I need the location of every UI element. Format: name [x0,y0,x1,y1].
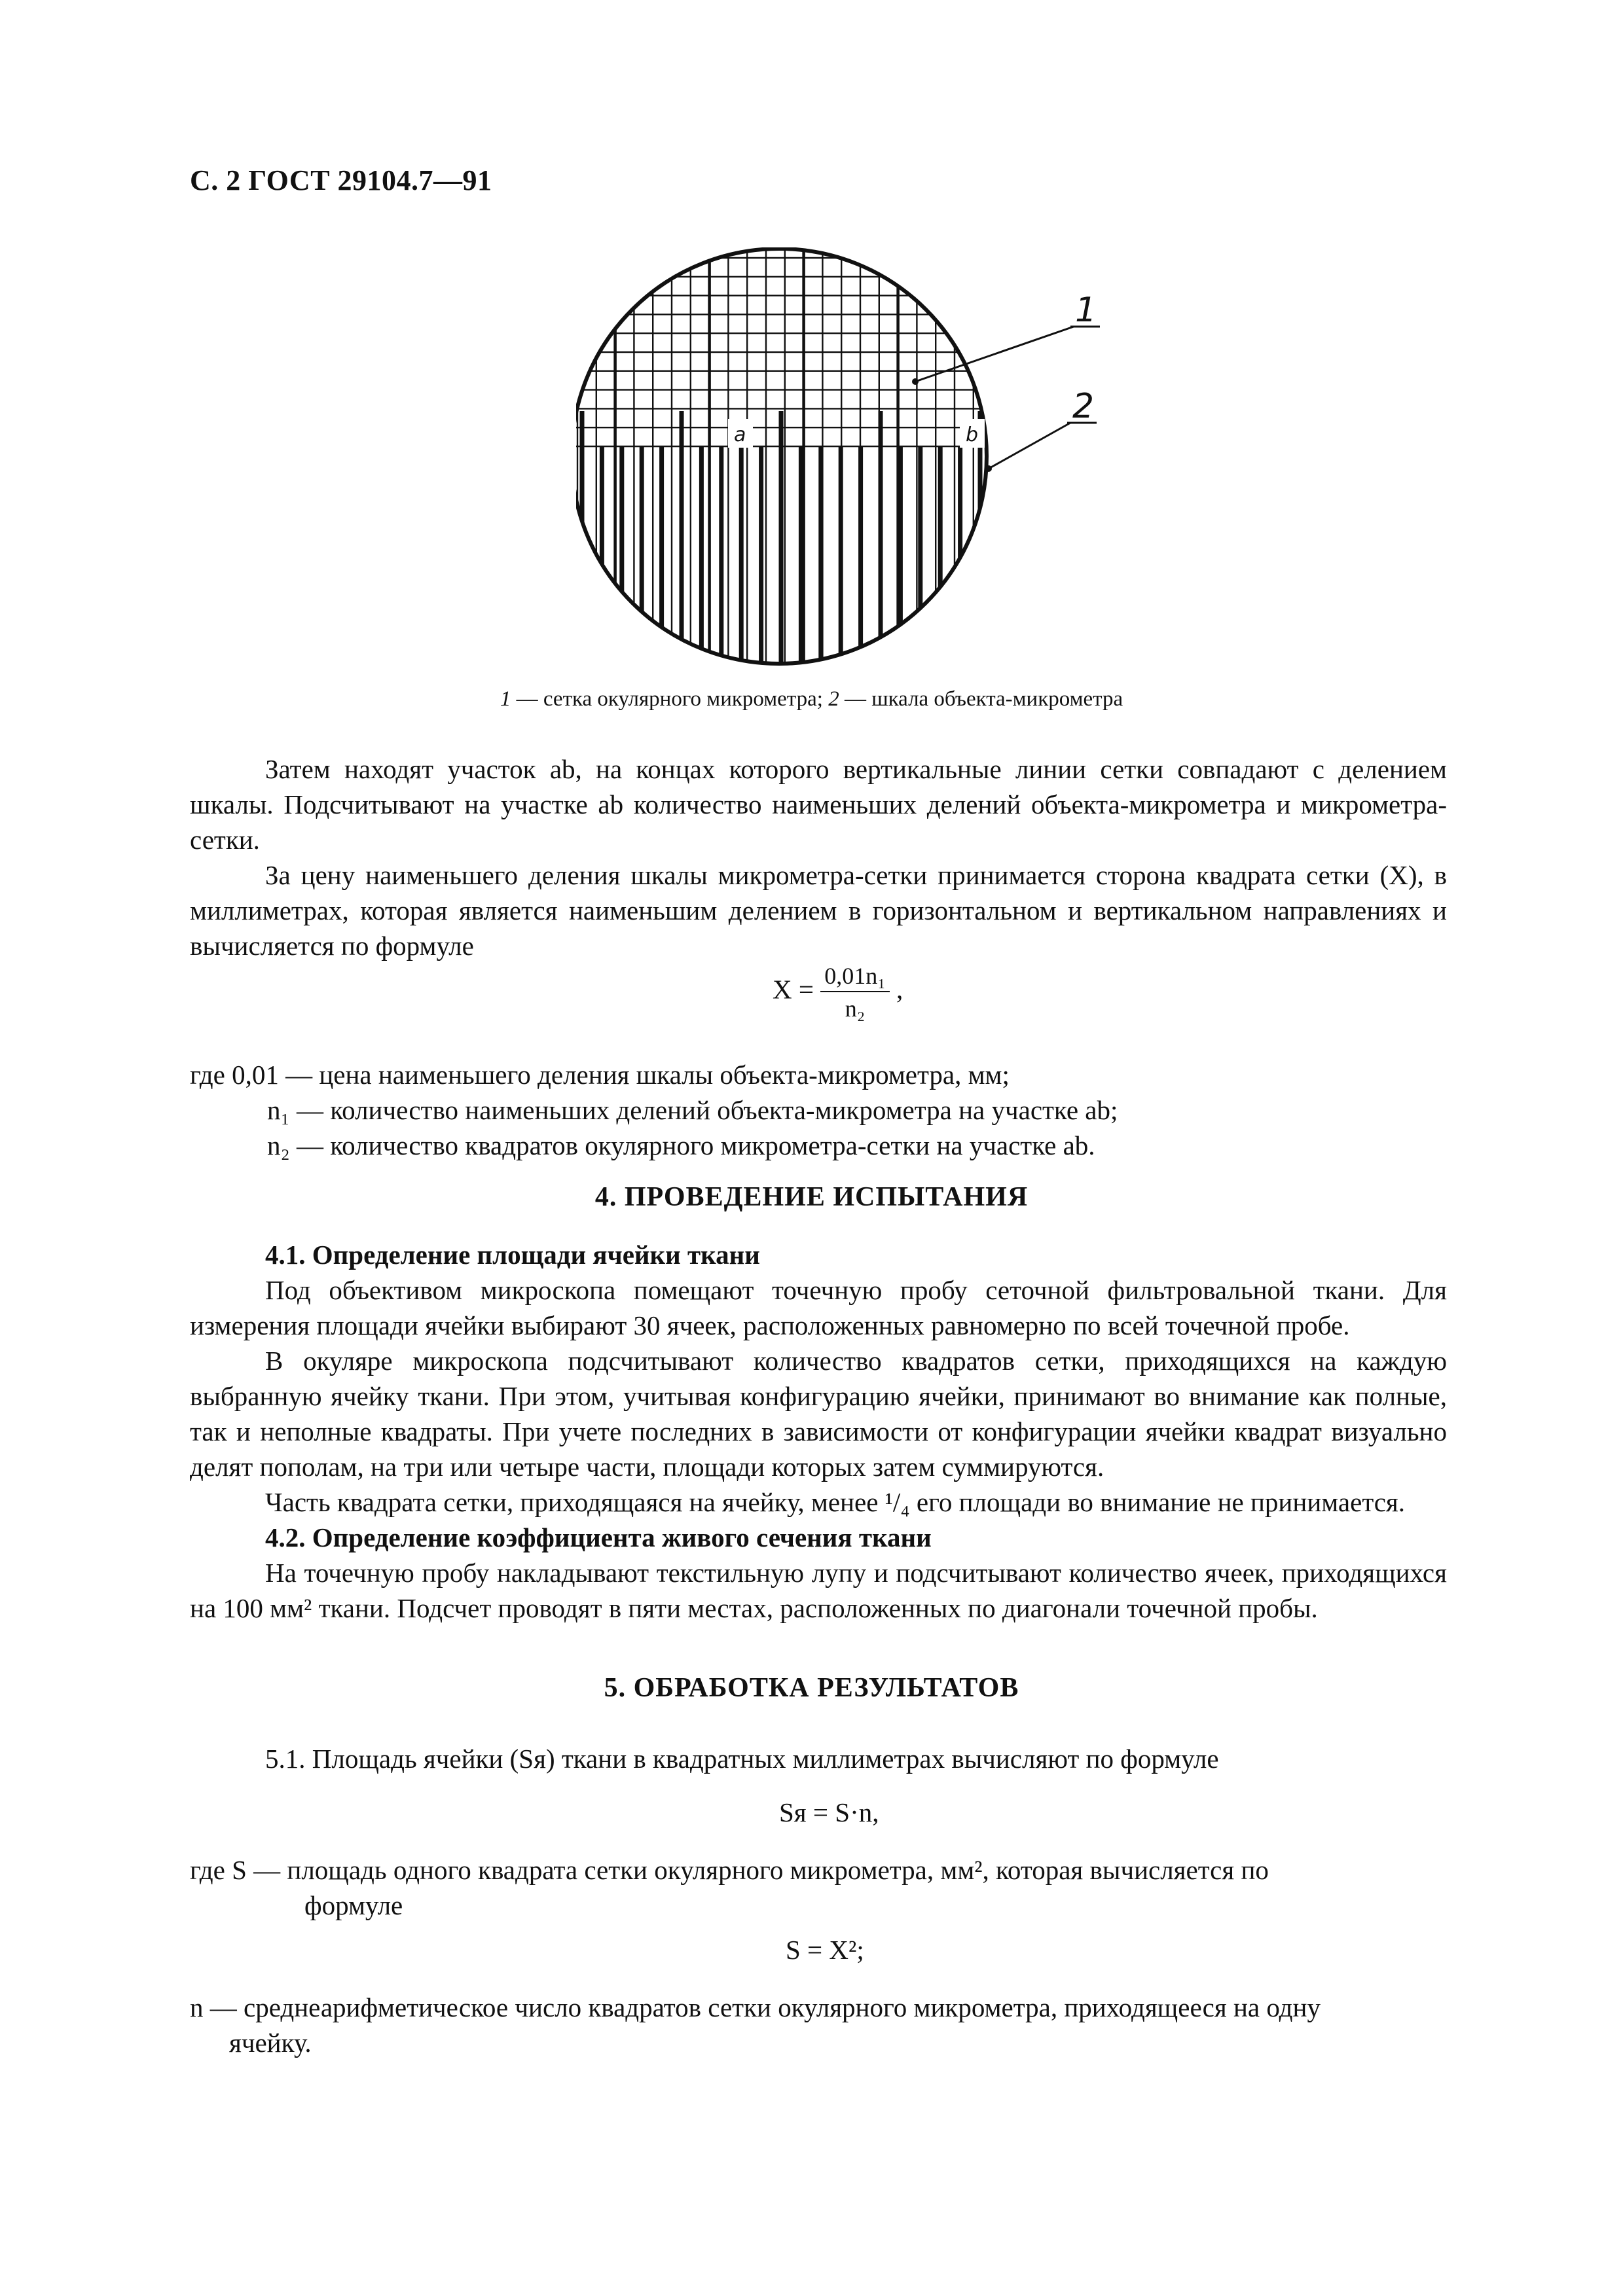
paragraph-block-1 [190,751,1447,963]
definition-s-line1: где S — площадь одного квадрата сетки окулярного микрометра, мм², которая вычисляется по [190,1855,1269,1885]
segment-label-a: a [734,423,746,446]
subsection-4-1-title: 4.1. Определение площади ячейки ткани [265,1240,760,1270]
formula-x-tail: , [896,974,903,1005]
micrometer-figure [576,247,1139,706]
paragraph-4-1-2: В окуляре микроскопа подсчитывают количество квадратов сетки, приходящихся на каждую выбранную ячейку ткани. При этом, учитывая конфигурацию ячейки, принимают во внимание как полные, так и неполные квадраты. При учете последних в зависимости от конфигурации ячейки квадрат визуально делят пополам, на три или четыре части, площади которых затем суммируются. [190,1346,1447,1482]
callout-2: 2 [1072,387,1095,426]
formula-s-definition [190,1852,1447,1923]
formula-s-cell: Sя = S·n, [779,1797,879,1827]
paragraph-4-1-3: Часть квадрата сетки, приходящаяся на ячейку, менее ¹/₄ его площади во внимание не принимается. [265,1487,1406,1517]
definition-line: n₁ — количество наименьших делений объекта-микрометра на участке ab; [267,1095,1118,1125]
formula-x-denominator: n₂ [845,996,866,1022]
section-5-body [190,1741,1447,1776]
running-header: С. 2 ГОСТ 29104.7—91 [190,164,492,196]
section-4-heading: 4. ПРОВЕДЕНИЕ ИСПЫТАНИЯ [594,1182,1029,1212]
formula-x-fraction [820,962,890,1022]
paragraph-grid-division: За цену наименьшего деления шкалы микрометра-сетки принимается сторона квадрата сетки (X), в миллиметрах, которая является наименьшим делением в горизонтальном и вертикальном направлениях и вычисляется по формуле [190,860,1447,961]
segment-label-b: b [966,423,979,446]
formula-x-numerator: 0,01n₁ [820,962,890,992]
object-scale [582,411,980,664]
caption-number-1: 1 [500,687,511,711]
leader-dot-2 [985,465,992,472]
paragraph-5-1: 5.1. Площадь ячейки (Sя) ткани в квадратных миллиметрах вычисляют по формуле [265,1744,1219,1774]
definition-n-line2: ячейку. [229,2028,312,2058]
paragraph-4-1-1: Под объективом микроскопа помещают точечную пробу сеточной фильтровальной ткани. Для измерения площади ячейки выбирают 30 ячеек, расположенных равномерно по всей точечной пробе. [190,1275,1447,1340]
callout-1: 1 [1075,291,1097,330]
caption-text-2: — шкала объекта-микрометра [839,687,1123,711]
formula-x [773,962,903,1022]
leader-dot-1 [912,378,919,385]
definition-s-line2: формуле [304,1890,403,1920]
section-4-body [190,1237,1447,1626]
formula-n-definition [190,1990,1447,2060]
leader-line-2 [989,423,1070,469]
definition-n-line1: n — среднеарифметическое число квадратов сетки окулярного микрометра, приходящееся на одну [190,1992,1321,2022]
section-5-heading: 5. ОБРАБОТКА РЕЗУЛЬТАТОВ [604,1673,1019,1703]
caption-number-2: 2 [828,687,839,711]
formula-s-square: S = X²; [786,1935,864,1965]
figure-caption [0,687,1623,711]
formula-x-lhs: X = [773,974,814,1005]
caption-text-1: — сетка окулярного микрометра; [511,687,829,711]
subsection-4-2-title: 4.2. Определение коэффициента живого сечения ткани [265,1522,932,1552]
definition-line: n₂ — количество квадратов окулярного микрометра-сетки на участке ab. [267,1130,1095,1160]
definition-line: где 0,01 — цена наименьшего деления шкалы объекта-микрометра, мм; [190,1060,1010,1090]
paragraph-ab-segment: Затем находят участок ab, на концах которого вертикальные линии сетки совпадают с делением шкалы. Подсчитывают на участке ab количество наименьших делений объекта-микрометра и микрометра-сетки. [190,754,1447,855]
formula-x-definitions [190,1057,1447,1163]
paragraph-4-2-1: На точечную пробу накладывают текстильную лупу и подсчитывают количество ячеек, приходящихся на 100 мм² ткани. Подсчет проводят в пяти местах, расположенных по диагонали точечной пробы. [190,1558,1447,1623]
leader-line-1 [915,327,1074,382]
